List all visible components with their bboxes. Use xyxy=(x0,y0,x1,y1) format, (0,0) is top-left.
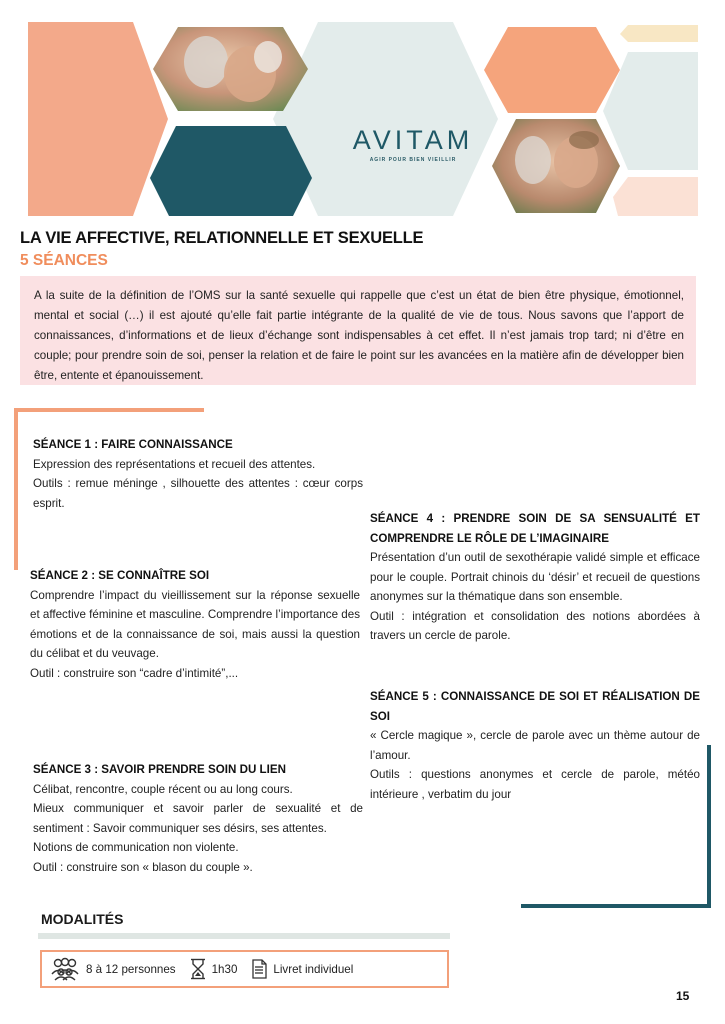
page-number: 15 xyxy=(676,989,690,1003)
session-line: Célibat, rencontre, couple récent ou au long cours. xyxy=(33,782,293,796)
page-subtitle: 5 SÉANCES xyxy=(20,252,108,269)
session-3 xyxy=(33,760,363,877)
session-5 xyxy=(370,687,700,804)
session-title: SÉANCE 2 : SE CONNAÎTRE SOI xyxy=(30,569,210,582)
session-title: SÉANCE 3 : SAVOIR PRENDRE SOIN DU LIEN xyxy=(33,763,286,776)
session-line: Outils : remue méninge , silhouette des attentes : cœur corps esprit. xyxy=(33,477,363,510)
intro-box xyxy=(20,276,696,385)
session-line: Expression des représentations et recueil des attentes. xyxy=(33,457,316,471)
booklet-label: Livret individuel xyxy=(273,962,354,976)
session-line: « Cercle magique », cercle de parole avec un thème autour de l’amour. xyxy=(370,729,700,762)
modalites-divider xyxy=(38,933,450,939)
session-line: Présentation d’un outil de sexothérapie validé simple et efficace pour le couple. Portrait chinois du ‘désir’ et recueil de questions anonymes sur la thématique dans son ensemble. xyxy=(370,551,700,603)
hourglass-icon xyxy=(190,958,206,980)
decorative-line-orange-left xyxy=(14,408,18,570)
modalite-booklet xyxy=(251,959,353,979)
session-2 xyxy=(30,566,360,683)
group-icon xyxy=(50,957,80,981)
teal-hexagon xyxy=(150,126,312,216)
hexagon-collage xyxy=(28,22,698,216)
session-title: SÉANCE 1 : FAIRE CONNAISSANCE xyxy=(33,438,233,451)
duration-label: 1h30 xyxy=(211,962,238,976)
session-title: SÉANCE 4 : PRENDRE SOIN DE SA SENSUALITÉ ET COMPRENDRE LE RÔLE DE L’IMAGINAIRE xyxy=(370,512,700,545)
avitam-logo xyxy=(328,125,498,163)
peach-hexagon xyxy=(28,22,168,216)
header-banner xyxy=(28,22,698,216)
modalites-title: MODALITÉS xyxy=(41,911,124,927)
modalite-duration xyxy=(190,958,238,980)
session-line: Outil : construire son “cadre d’intimité”,... xyxy=(30,666,239,680)
pale-peach-hexagon xyxy=(613,177,698,216)
logo-name: AVITAM xyxy=(352,125,474,155)
orange-hexagon xyxy=(484,27,620,113)
modalite-participants xyxy=(50,957,176,981)
yellow-hexagon xyxy=(620,25,698,42)
booklet-icon xyxy=(251,959,267,979)
session-line: Mieux communiquer et savoir parler de sexualité et de sentiment : Savoir communiquer ses désirs, ses attentes. xyxy=(33,802,363,835)
decorative-line-orange-top xyxy=(14,408,204,412)
session-title: SÉANCE 5 : CONNAISSANCE DE SOI ET RÉALISATION DE SOI xyxy=(370,690,700,723)
session-line: Comprendre l’impact du vieillissement sur la réponse sexuelle et affective féminine et masculine. Comprendre l’importance des émotions et de la connaissance de soi, mais aussi la question du célibat et du veuvage. xyxy=(30,588,360,660)
logo-tagline: AGIR POUR BIEN VIEILLIR xyxy=(369,157,457,163)
modalites-box xyxy=(40,950,449,988)
session-line: Outil : construire son « blason du couple ». xyxy=(33,860,253,874)
session-4 xyxy=(370,509,700,646)
session-1 xyxy=(33,435,363,513)
session-line: Notions de communication non violente. xyxy=(33,841,239,854)
participants-label: 8 à 12 personnes xyxy=(86,962,176,976)
decorative-line-teal-bottom xyxy=(521,904,711,908)
session-line: Outil : intégration et consolidation des notions abordées à travers un cercle de parole. xyxy=(370,609,700,642)
session-line: Outils : questions anonymes et cercle de parole, météo intérieure , verbatim du jour xyxy=(370,768,700,801)
intro-text: A la suite de la définition de l’OMS sur la santé sexuelle qui rappelle que c’est un état de bien être physique, émotionnel, mental et social (…) il est ajouté qu’elle fait partie intégrante de la qualité de vie de tous. Nous savons que l’apport de connaissances, d’informations et de lieux d’échange sont indispensables à cet effet. Il n’est jamais trop tard; ni d’être en couple; pour prendre soin de soi, penser la relation et de faire le point sur les avancées en la matière afin de développer bien être, entente et épanouissement. xyxy=(34,289,684,382)
page-title: LA VIE AFFECTIVE, RELATIONNELLE ET SEXUELLE xyxy=(20,229,424,247)
decorative-line-teal-right xyxy=(707,745,711,908)
